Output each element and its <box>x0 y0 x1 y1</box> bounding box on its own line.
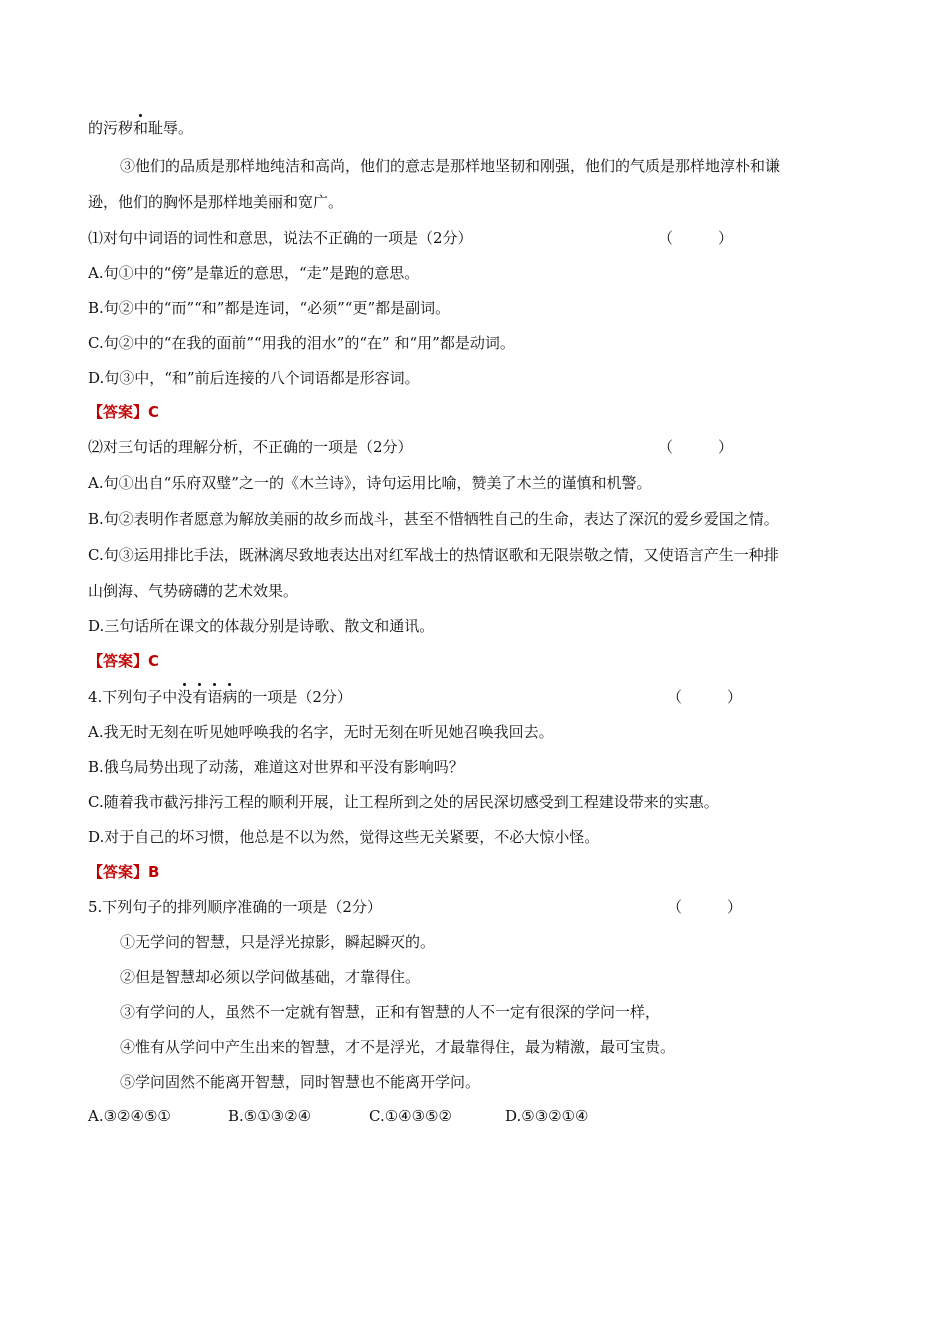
emphasis-dot-char: 和 <box>133 119 149 137</box>
question-2-option-c-cont: 山倒海、气势磅礴的艺术效果。 <box>88 582 299 600</box>
answer-value: C <box>148 652 160 670</box>
stem-text: 4.下列句子中 <box>88 688 178 706</box>
question-2-stem: ⑵对三句话的理解分析，不正确的一项是（2分） <box>88 438 413 456</box>
passage-fragment <box>88 118 193 138</box>
question-1-option-a: A.句①中的“傍”是靠近的意思，“走”是跑的意思。 <box>88 264 420 282</box>
answer-label: 【答案】 <box>88 403 149 421</box>
question-1-option-c: C.句②中的“在我的面前”“用我的泪水”的“在” 和“用”都是动词。 <box>88 334 515 352</box>
answer-label: 【答案】 <box>88 863 149 881</box>
question-5-sentence-4: ④惟有从学问中产生出来的智慧，才不是浮光，才最靠得住，最为精激，最可宝贵。 <box>120 1038 676 1056</box>
question-5-choice-b: B.⑤①③②④ <box>228 1107 312 1125</box>
question-4-option-a: A.我无时无刻在听见她呼唤我的名字，无时无刻在听见她召唤我回去。 <box>88 723 554 741</box>
question-2-option-a: A.句①出自“乐府双璧”之一的《木兰诗》，诗句运用比喻，赞美了木兰的谨慎和机警。 <box>88 474 652 492</box>
emphasis-dot-char: 病 <box>222 688 238 706</box>
question-5-choice-a: A.③②④⑤① <box>88 1107 171 1125</box>
answer-label: 【答案】 <box>88 652 149 670</box>
stem-text: 的一项是（2分） <box>237 688 352 706</box>
answer-blank: （ ） <box>667 688 743 706</box>
emphasis-dot-char: 语 <box>207 688 223 706</box>
answer-blank: （ ） <box>667 898 743 916</box>
emphasis-dot-char: 没 <box>177 688 193 706</box>
question-4-option-b: B.俄乌局势出现了动荡，难道这对世界和平没有影响吗？ <box>88 758 464 776</box>
passage-sentence-3: ③他们的品质是那样地纯洁和高尚，他们的意志是那样地坚韧和刚强，他们的气质是那样地淳朴和谦 <box>120 157 781 175</box>
question-4-option-d: D.对于自己的坏习惯，他总是不以为然，觉得这些无关紧要，不必大惊小怪。 <box>88 828 600 846</box>
emphasis-dot-char: 有 <box>192 688 208 706</box>
fragment-text: 的污秽 <box>88 119 134 137</box>
question-1-option-b: B.句②中的“而”“和”都是连词，“必须”“更”都是副词。 <box>88 299 451 317</box>
answer-value: B <box>148 863 160 881</box>
fragment-text: 耻辱。 <box>148 119 194 137</box>
answer-blank: （ ） <box>658 438 734 456</box>
question-2-option-d: D.三句话所在课文的体裁分别是诗歌、散文和通讯。 <box>88 617 435 635</box>
question-5-sentence-3: ③有学问的人，虽然不一定就有智慧，正和有智慧的人不一定有很深的学问一样， <box>120 1003 661 1021</box>
question-5-sentence-2: ②但是智慧却必须以学问做基础，才靠得住。 <box>120 968 421 986</box>
question-4-option-c: C.随着我市截污排污工程的顺利开展，让工程所到之处的居民深切感受到工程建设带来的实惠。 <box>88 793 719 811</box>
question-5-sentence-5: ⑤学问固然不能离开智慧，同时智慧也不能离开学问。 <box>120 1073 481 1091</box>
question-2-option-b: B.句②表明作者愿意为解放美丽的故乡而战斗，甚至不惜牺牲自己的生命，表达了深沉的爱乡爱国之情。 <box>88 510 779 528</box>
question-5-sentence-1: ①无学问的智慧，只是浮光掠影，瞬起瞬灭的。 <box>120 933 436 951</box>
passage-sentence-3-cont: 逊，他们的胸怀是那样地美丽和宽广。 <box>88 193 344 211</box>
question-4-answer <box>88 862 159 882</box>
question-5-stem: 5.下列句子的排列顺序准确的一项是（2分） <box>88 898 382 916</box>
question-4-stem <box>88 687 352 707</box>
question-1-option-d: D.句③中，“和”前后连接的八个词语都是形容词。 <box>88 369 420 387</box>
question-2-answer <box>88 651 159 671</box>
question-5-choice-d: D.⑤③②①④ <box>505 1107 589 1125</box>
question-5-choice-c: C.①④③⑤② <box>369 1107 452 1125</box>
answer-blank: （ ） <box>658 229 734 247</box>
question-2-option-c: C.句③运用排比手法，既淋漓尽致地表达出对红军战士的热情讴歌和无限崇敬之情，又使语言产生一种排 <box>88 546 779 564</box>
answer-value: C <box>148 403 160 421</box>
question-1-stem: ⑴对句中词语的词性和意思，说法不正确的一项是（2分） <box>88 229 473 247</box>
question-1-answer <box>88 402 159 422</box>
